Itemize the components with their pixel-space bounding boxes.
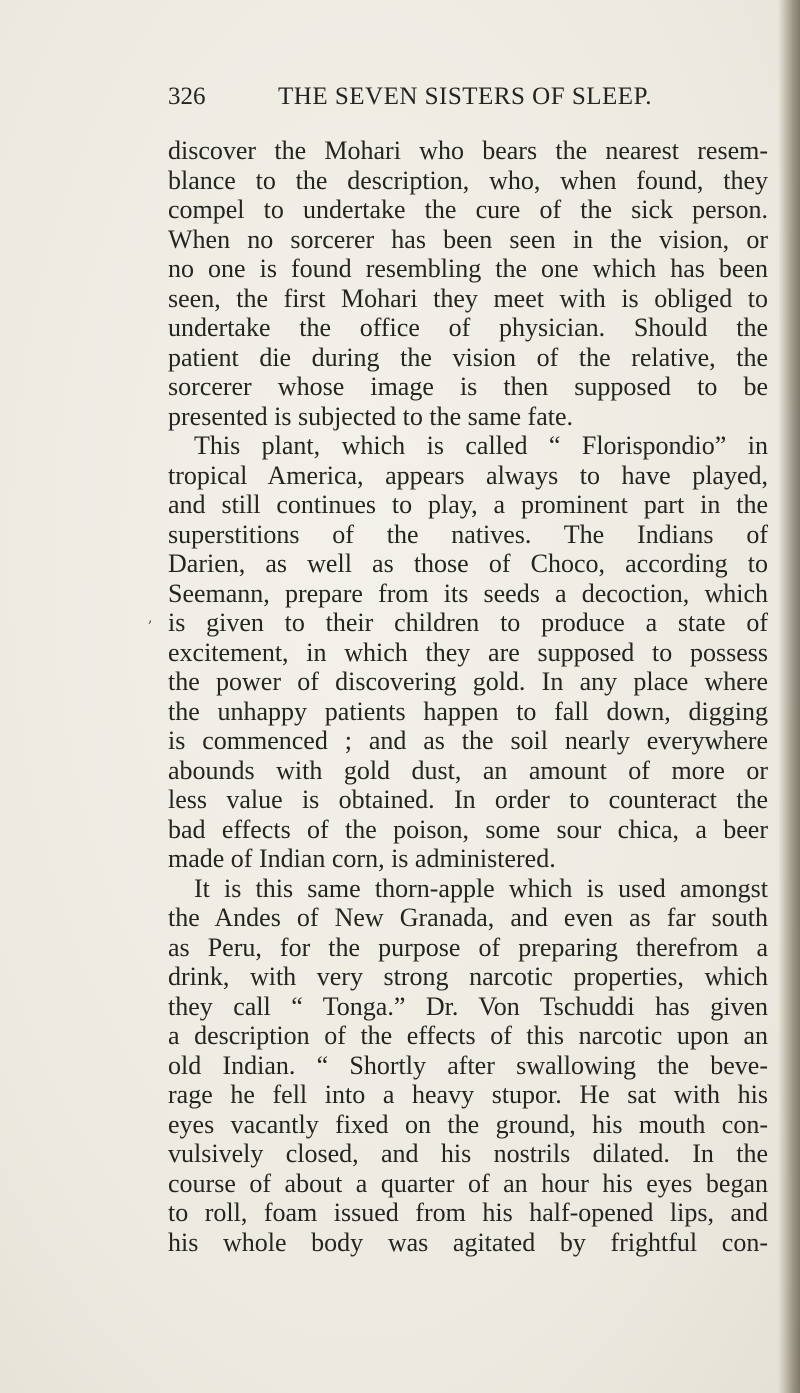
text-line: is given to their children to produce a state of [168, 608, 768, 637]
text-line: sorcerer whose image is then supposed to be [168, 372, 768, 401]
text-line: is commenced ; and as the soil nearly everywhere [168, 726, 768, 755]
page-header [168, 80, 768, 114]
text-line: Seemann, prepare from its seeds a decoction, which [168, 578, 768, 608]
text-line: undertake the office of physician. Should the [168, 313, 768, 342]
text-line: they call “ Tonga.” Dr. Von Tschuddi has given [168, 991, 768, 1021]
text-line: superstitions of the natives. The Indians of [168, 519, 768, 549]
text-line: to roll, foam issued from his half-opened lips, and [168, 1198, 768, 1227]
text-line: course of about a quarter of an hour his eyes began [168, 1168, 768, 1198]
text-line: compel to undertake the cure of the sick person. [168, 195, 768, 224]
text-line: abounds with gold dust, an amount of more or [168, 755, 768, 785]
text-line: blance to the description, who, when found, they [168, 165, 768, 195]
text-line: It is this same thorn-apple which is used amongst [194, 873, 768, 903]
text-line: the unhappy patients happen to fall down, digging [168, 696, 768, 726]
body-text [168, 136, 768, 1257]
text-line: When no sorcerer has been seen in the vision, or [168, 224, 768, 254]
text-line: made of Indian corn, is administered. [168, 844, 556, 873]
text-line: bad effects of the poison, some sour chica, a beer [168, 814, 768, 844]
text-line: the power of discovering gold. In any place where [168, 667, 768, 696]
text-line: a description of the effects of this narcotic upon an [168, 1021, 768, 1050]
text-line: patient die during the vision of the relative, the [168, 342, 768, 372]
text-line: drink, with very strong narcotic properties, which [168, 962, 768, 991]
text-line: vulsively closed, and his nostrils dilated. In the [168, 1139, 768, 1168]
margin-mark: , [148, 610, 153, 626]
page-number: 326 [168, 83, 206, 110]
text-line: the Andes of New Granada, and even as far south [168, 903, 768, 932]
text-line: old Indian. “ Shortly after swallowing the beve- [168, 1050, 768, 1080]
text-line: This plant, which is called “ Florispondio” in [194, 431, 768, 460]
running-head: THE SEVEN SISTERS OF SLEEP. [278, 83, 652, 110]
text-line: rage he fell into a heavy stupor. He sat with his [168, 1080, 768, 1109]
text-line: excitement, in which they are supposed to possess [168, 637, 768, 667]
text-line: his whole body was agitated by frightful con- [168, 1227, 768, 1257]
text-line: tropical America, appears always to have played, [168, 460, 768, 490]
text-line: presented is subjected to the same fate. [168, 401, 574, 431]
text-line: less value is obtained. In order to counteract the [168, 785, 768, 814]
text-line: Darien, as well as those of Choco, according to [168, 549, 768, 578]
text-line: as Peru, for the purpose of preparing therefrom a [168, 932, 768, 962]
text-line: seen, the first Mohari they meet with is obliged to [168, 283, 768, 313]
text-line: no one is found resembling the one which has been [168, 254, 768, 283]
page-edge-shadow [778, 0, 800, 1393]
text-line: eyes vacantly fixed on the ground, his mouth con- [168, 1109, 768, 1139]
text-line: and still continues to play, a prominent part in the [168, 490, 768, 519]
text-line: discover the Mohari who bears the nearest resem- [168, 136, 768, 165]
